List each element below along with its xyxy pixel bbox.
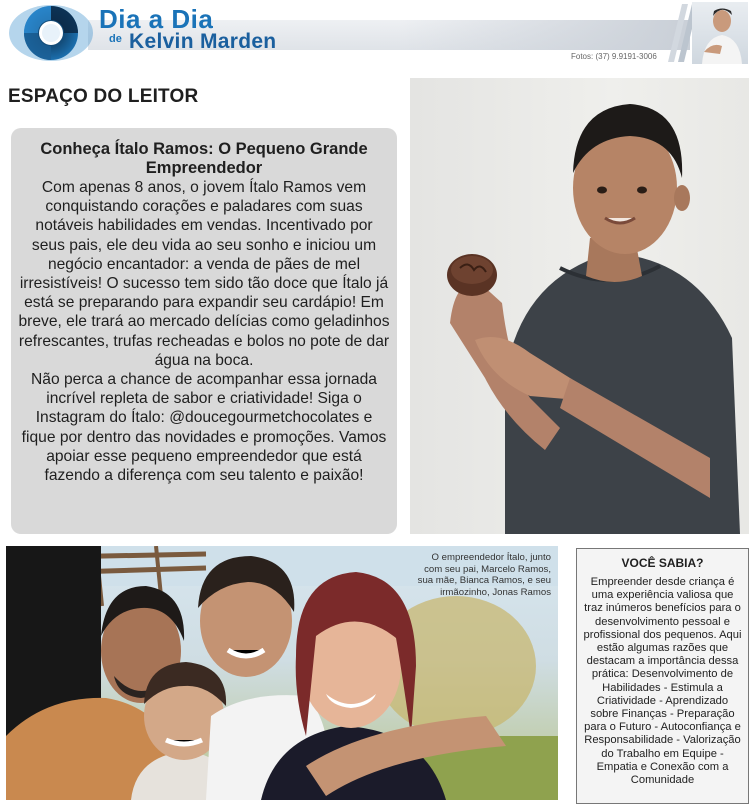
article-title: Conheça Ítalo Ramos: O Pequeno Grande Empreendedor [40, 140, 368, 177]
did-you-know-box [576, 548, 749, 804]
brand-name: Kelvin Marden [129, 30, 277, 53]
article-paragraph: Não perca a chance de acompanhar essa jornada incrível repleta de sabor e criatividade! Siga o Instagram do Ítalo: @doucegourmetchocolates e fique por dentro das novidades e promoções. Vamos apoiar esse pequeno empreendedor que está fazendo a diferença com seu talento e paixão! [21, 371, 387, 485]
boy-with-honey-bread-illustration [410, 78, 749, 534]
section-title: ESPAÇO DO LEITOR [8, 86, 199, 107]
masthead [0, 0, 750, 66]
article-body [17, 178, 391, 485]
main-photo [410, 78, 749, 534]
did-you-know-body: Empreender desde criança é uma experiência valiosa que traz inúmeros benefícios para o desenvolvimento pessoal e profissional dos pequenos. Aqui estão algumas razões que destacam a importância dessa prática: Desenvolvimento de Habilidades - Estimula a Criatividade - Aprendizado sobre Finanças - Preparação para o Futuro - Autoconfiança e Responsabilidade - Valorização do Trabalho em Equipe - Empatia e Conexão com a Comunidade [583, 576, 742, 787]
family-photo-caption: O empreendedor Ítalo, junto com seu pai, Marcelo Ramos, sua mãe, Bianca Ramos, e seu irmãozinho, Jonas Ramos [417, 552, 551, 598]
article-paragraph: Com apenas 8 anos, o jovem Ítalo Ramos vem conquistando corações e paladares com suas notáveis habilidades em vendas. Incentivado por seus pais, ele deu vida ao seu sonho e iniciou um negócio encantador: a venda de pães de mel irresistíveis! O sucesso tem sido tão doce que Ítalo já está se preparando para expandir seu cardápio! Em breve, ele trará ao mercado delícias como geladinhos refrescantes, trufas recheadas e bolos no pote de dar água na boca. [18, 179, 390, 369]
brand-de: de [109, 33, 122, 45]
photo-credit: Fotos: (37) 9.9191-3006 [571, 52, 657, 61]
article-box [11, 128, 397, 534]
brand-title: Dia a Dia [99, 4, 214, 34]
did-you-know-title: VOCÊ SABIA? [621, 556, 704, 570]
masthead-band-shade [400, 20, 690, 50]
camera-lens-icon [6, 3, 96, 63]
photographer-portrait [692, 2, 748, 64]
